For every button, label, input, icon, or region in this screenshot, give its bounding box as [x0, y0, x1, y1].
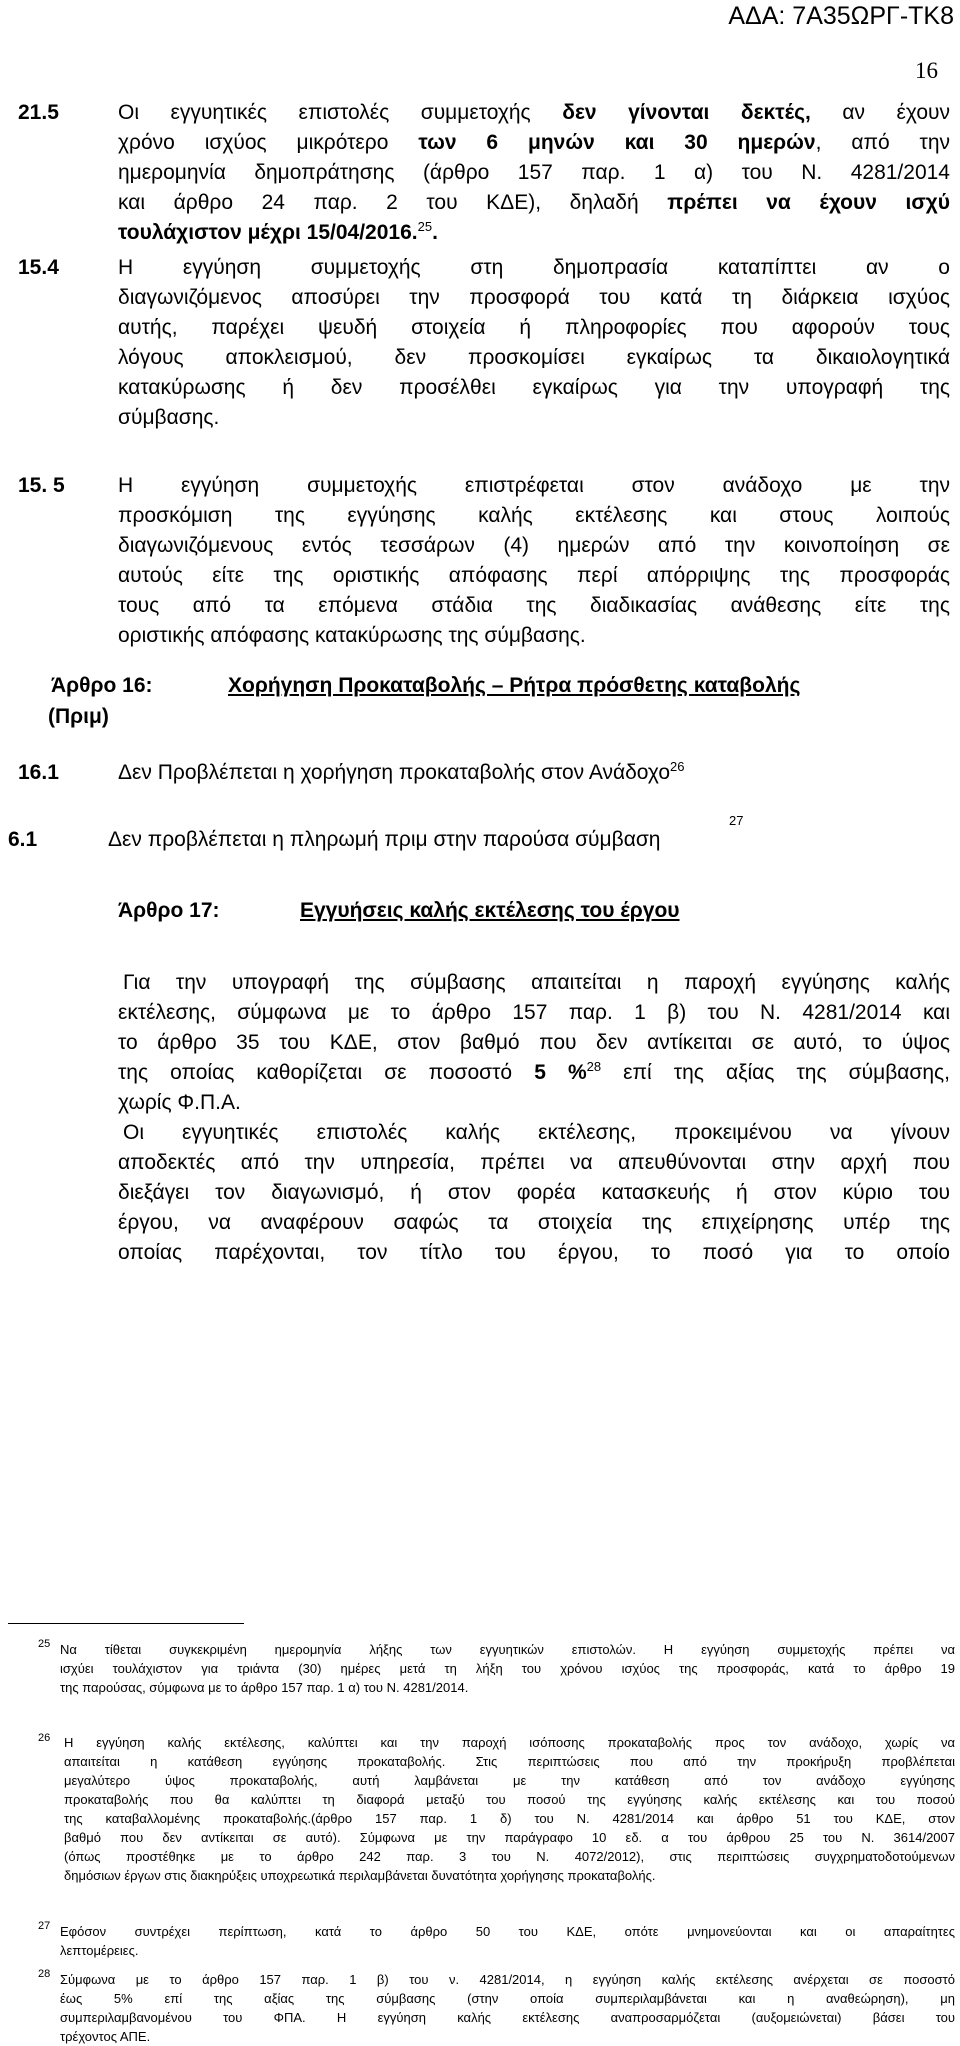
section-number: 21.5 — [18, 101, 59, 124]
article-16-title: Χορήγηση Προκαταβολής – Ρήτρα πρόσθετης καταβολής — [228, 674, 801, 697]
footnote-27: Εφόσον συντρέχει περίπτωση, κατά το άρθρο 50 του ΚΔΕ, οπότε μνημονεύονται και οι απαραίτητες λεπτομέρειες. — [60, 1924, 955, 1958]
footnote-26: Η εγγύηση καλής εκτέλεσης, καλύπτει και την παροχή ισόποσης προκαταβολής προς τον ανάδοχο, χωρίς να απαιτείται η κατάθεση εγγύησης προκαταβολής. Στις περιπτώσεις που από την προκήρυξη προβλέπεται μεγαλύτερο ύψος προκαταβολής, αυτή λαμβάνεται με την κατάθεση από τον ανάδοχο εγγύησης προκαταβολής που θα καλύπτει τη διαφορά μεταξύ του ποσού της εγγύησης καλής εκτέλεσης και του ποσού της καταβαλλομένης προκαταβολής.(άρθρο 157 παρ. 1 δ) του Ν. 4281/2014 και άρθρο 51 του ΚΔΕ, στον βαθμό που δεν αντίκειται σε αυτό). Σύμφωνα με την παράγραφο 10 εδ. α του άρθρου 25 του Ν. 3614/2007 (όπως προστέθηκε με το άρθρο 242 παρ. 3 του Ν. 4072/2012), στις περιπτώσεις συγχρηματοδοτούμενων δημόσιων έργων στις διακηρύξεις υποχρεωτικά περιλαμβάνεται δυνατότητα χορήγησης προκαταβολής. — [64, 1735, 955, 1883]
footnote-mark: 28 — [38, 1968, 51, 1980]
paragraph-6-1: Δεν προβλέπεται η πληρωμή πριμ στην παρούσα σύμβαση — [108, 828, 661, 851]
section-number: 15.4 — [18, 256, 59, 279]
footnote-separator — [8, 1623, 244, 1624]
footnote-mark: 25 — [38, 1638, 51, 1650]
footnote-mark: 27 — [38, 1920, 51, 1932]
footnote-28: Σύμφωνα με το άρθρο 157 παρ. 1 β) του ν. 4281/2014, η εγγύηση καλής εκτέλεσης ανέρχεται σε ποσοστό έως 5% επί της αξίας της σύμβασης (στην οποία συμπεριλαμβάνεται και η αναθεώρηση), μη συμπεριλαμβανομένου του ΦΠΑ. Η εγγύηση καλής εκτέλεσης αναπροσαρμόζεται (αυξομειώνεται) βάσει του τρέχοντος ΑΠΕ. — [60, 1972, 955, 2044]
article-16-subtitle: (Πριμ) — [48, 705, 109, 728]
paragraph-15-4: Η εγγύηση συμμετοχής στη δημοπρασία καταπίπτει αν ο διαγωνιζόμενος αποσύρει την προσφορά του κατά τη διάρκεια ισχύος αυτής, παρέχει ψευδή στοιχεία ή πληροφορίες που αφορούν τους λόγους αποκλεισμού, δεν προσκομίσει εγκαίρως τα δικαιολογητικά κατακύρωσης ή δεν προσέλθει εγκαίρως για την υπογραφή της σύμβασης. — [118, 256, 950, 429]
footnote-mark: 26 — [38, 1732, 51, 1744]
page-number: 16 — [915, 58, 938, 83]
article-17-title: Εγγυήσεις καλής εκτέλεσης του έργου — [300, 899, 680, 922]
article-16-label: Άρθρο 16: — [51, 674, 153, 697]
section-number: 6.1 — [8, 828, 38, 851]
paragraph-article-17: Για την υπογραφή της σύμβασης απαιτείται η παροχή εγγύησης καλής εκτέλεσης, σύμφωνα με το άρθρο 157 παρ. 1 β) του Ν. 4281/2014 και το άρθρο 35 του ΚΔΕ, στον βαθμό που δεν αντίκειται σε αυτό, το ύψος της οποίας καθορίζεται σε ποσοστό 5 %$^{28}$ επί της αξίας της σύμβασης, χωρίς Φ.Π.Α. Οι εγγυητικές επιστολές καλής εκτέλεσης, προκειμένου να γίνουν αποδεκτές από την υπηρεσία, πρέπει να απευθύνονται στην αρχή που διεξάγει τον διαγωνισμό, ή στον φορέα κατασκευής ή στον κύριο του έργου, να αναφέρουν σαφώς τα στοιχεία της επιχείρησης υπέρ της οποίας παρέχονται, τον τίτλο του έργου, το ποσό για το οποίο — [118, 971, 951, 1264]
article-17-label: Άρθρο 17: — [118, 899, 220, 922]
section-number: 15. 5 — [18, 474, 65, 497]
footnote-ref-27: 27 — [729, 813, 744, 828]
paragraph-16-1: Δεν Προβλέπεται η χορήγηση προκαταβολής στον Ανάδοχο$^{26}$ — [118, 759, 685, 784]
section-number: 16.1 — [18, 761, 59, 784]
paragraph-15-5: Η εγγύηση συμμετοχής επιστρέφεται στον ανάδοχο με την προσκόμιση της εγγύησης καλής εκτέλεσης και στους λοιπούς διαγωνιζόμενους εντός τεσσάρων (4) ημερών από την κοινοποίηση σε αυτούς είτε της οριστικής απόφασης περί απόρριψης της προσφοράς τους από τα επόμενα στάδια της διαδικασίας ανάθεσης είτε της οριστικής απόφασης κατακύρωσης της σύμβασης. — [118, 474, 950, 647]
footnote-25: Να τίθεται συγκεκριμένη ημερομηνία λήξης των εγγυητικών επιστολών. Η εγγύηση συμμετοχής πρέπει να ισχύει τουλάχιστον για τριάντα (30) ημέρες μετά τη λήξη του χρόνου ισχύος της προσφοράς, κατά το άρθρο 19 της παρούσας, σύμφωνα με το άρθρο 157 παρ. 1 α) του Ν. 4281/2014. — [60, 1642, 955, 1695]
paragraph-21-5: Οι εγγυητικές επιστολές συμμετοχής δεν γίνονται δεκτές, αν έχουν χρόνο ισχύος μικρότερο των 6 μηνών και 30 ημερών, από την ημερομηνία δημοπράτησης (άρθρο 157 παρ. 1 α) του Ν. 4281/2014 και άρθρο 24 παρ. 2 του ΚΔΕ), δηλαδή πρέπει να έχουν ισχύ τουλάχιστον μέχρι 15/04/2016.25. — [118, 101, 951, 244]
ada-code: ΑΔΑ: 7Α35ΩΡΓ-ΤΚ8 — [728, 2, 954, 30]
